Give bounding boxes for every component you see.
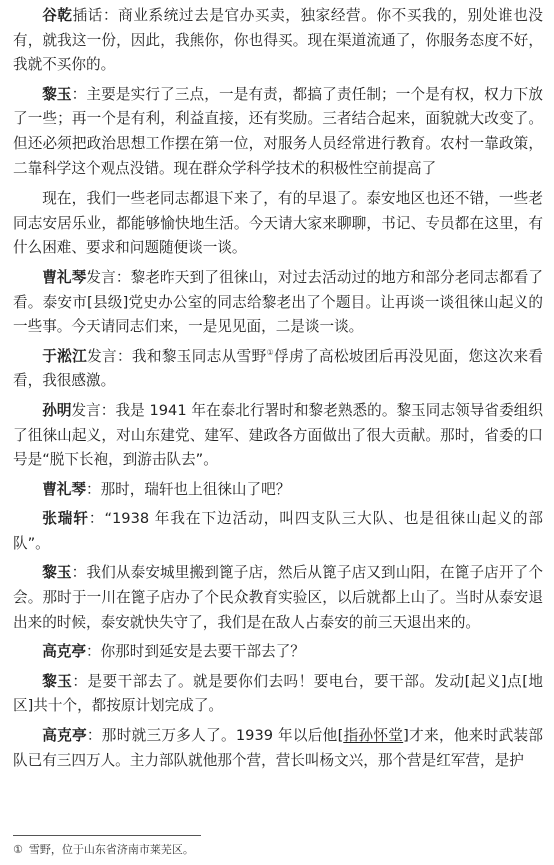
speaker-name: 曹礼琴	[42, 268, 87, 286]
paragraph-text: 发言：黎老昨天到了徂徕山，对过去活动过的地方和部分老同志都看了看。泰安市[县级]党史办公室的同志给黎老出了个题目。让再谈一谈徂徕山起义的一些事。今天请同志们来，一是见见面，二是谈一谈。	[13, 268, 543, 336]
footnote-divider	[13, 835, 201, 836]
speaker-name: 谷乾	[42, 7, 73, 24]
transcript-paragraph	[13, 507, 543, 556]
paragraph-text: ：那时，瑞轩也上徂徕山了吧？	[85, 480, 291, 498]
footnote-reference: ①	[266, 347, 275, 357]
paragraph-text: ：是要干部去了。就是要你们去吗！要电台，要干部。发动[起义]点[地区]共十个，都按原计划完成了。	[13, 672, 543, 715]
paragraph-text: ：那时就三万多人了。1939 年以后他[	[86, 727, 344, 745]
paragraph-text: 俘虏了高松坡团后再没见面，您这次来看看，我很感激。	[13, 347, 543, 390]
transcript-paragraph	[13, 670, 543, 719]
footnote-text: 雪野，位于山东省济南市莱芜区。	[28, 843, 194, 856]
transcript-paragraph	[13, 399, 543, 473]
speaker-name: 黎玉	[42, 672, 73, 690]
speaker-name: 于淞江	[42, 347, 88, 365]
transcript-paragraph	[13, 83, 543, 181]
paragraph-text: 发言：我和黎玉同志从雪野	[87, 347, 267, 365]
footnote-mark: ①	[13, 843, 23, 856]
speaker-name: 黎玉	[42, 564, 72, 582]
paragraph-text: ：主要是实行了三点，一是有责，都搞了责任制；一个是有权，权力下放了一些；再一个是有利，利益直接，还有奖励。三者结合起来，面貌就大改变了。但还必须把政治思想工作摆在第一位，对服务人员经常进行教育。农村一靠政策，二靠科学这个观点没错。现在群众学科学技术的积极性空前提高了	[13, 85, 543, 177]
speaker-name: 高克亭	[42, 727, 87, 745]
paragraph-text: 现在，我们一些老同志都退下来了，有的早退了。泰安地区也还不错，一些老同志安居乐业，都能够愉快地生活。今天请大家来聊聊，书记、专员都在这里，有什么困难、要求和问题随便谈一谈。	[13, 190, 543, 257]
transcript-paragraph	[13, 724, 543, 773]
speaker-name: 张瑞轩	[42, 510, 89, 528]
transcript-body	[13, 4, 543, 778]
transcript-paragraph	[13, 187, 543, 261]
paragraph-text: ]才来，他来时武装部队已有三四万人。主力部队就他那个营，营长叫杨文兴，那个营是红军营，是护	[13, 727, 543, 769]
paragraph-text: 插话：商业系统过去是官办买卖，独家经营。你不买我的，别处谁也没有，就我这一份，因此，我熊你，你也得买。现在渠道流通了，你服务态度不好，我就不买你的。	[13, 7, 543, 74]
transcript-paragraph	[13, 561, 543, 635]
speaker-name: 孙明	[42, 401, 72, 419]
transcript-paragraph	[13, 640, 543, 665]
paragraph-text: 发言：我是 1941 年在泰北行署时和黎老熟悉的。黎玉同志领导省委组织了徂徕山起义，对山东建党、建军、建政各方面做出了很大贡献。那时，省委的口号是“脱下长袍，到游击队去”。	[13, 401, 543, 469]
footnote	[13, 842, 194, 858]
transcript-paragraph	[13, 345, 543, 394]
underlined-text: 指孙怀堂	[343, 727, 404, 745]
paragraph-text: ：“1938 年我在下边活动，叫四支队三大队、也是徂徕山起义的部队”。	[13, 510, 543, 552]
transcript-paragraph	[13, 266, 543, 340]
transcript-paragraph	[13, 478, 543, 503]
paragraph-text: ：我们从泰安城里搬到篦子店，然后从篦子店又到山阳，在篦子店开了个会。那时于一川在篦子店办了个民众教育实验区，以后就都上山了。当时从泰安退出来的时候，泰安就快失守了，我们是在敌人占泰安的前三天退出来的。	[13, 564, 543, 631]
speaker-name: 曹礼琴	[42, 480, 86, 498]
transcript-paragraph	[13, 4, 543, 78]
speaker-name: 高克亭	[42, 643, 86, 661]
speaker-name: 黎玉	[42, 85, 72, 103]
paragraph-text: ：你那时到延安是去要干部去了？	[85, 643, 305, 661]
